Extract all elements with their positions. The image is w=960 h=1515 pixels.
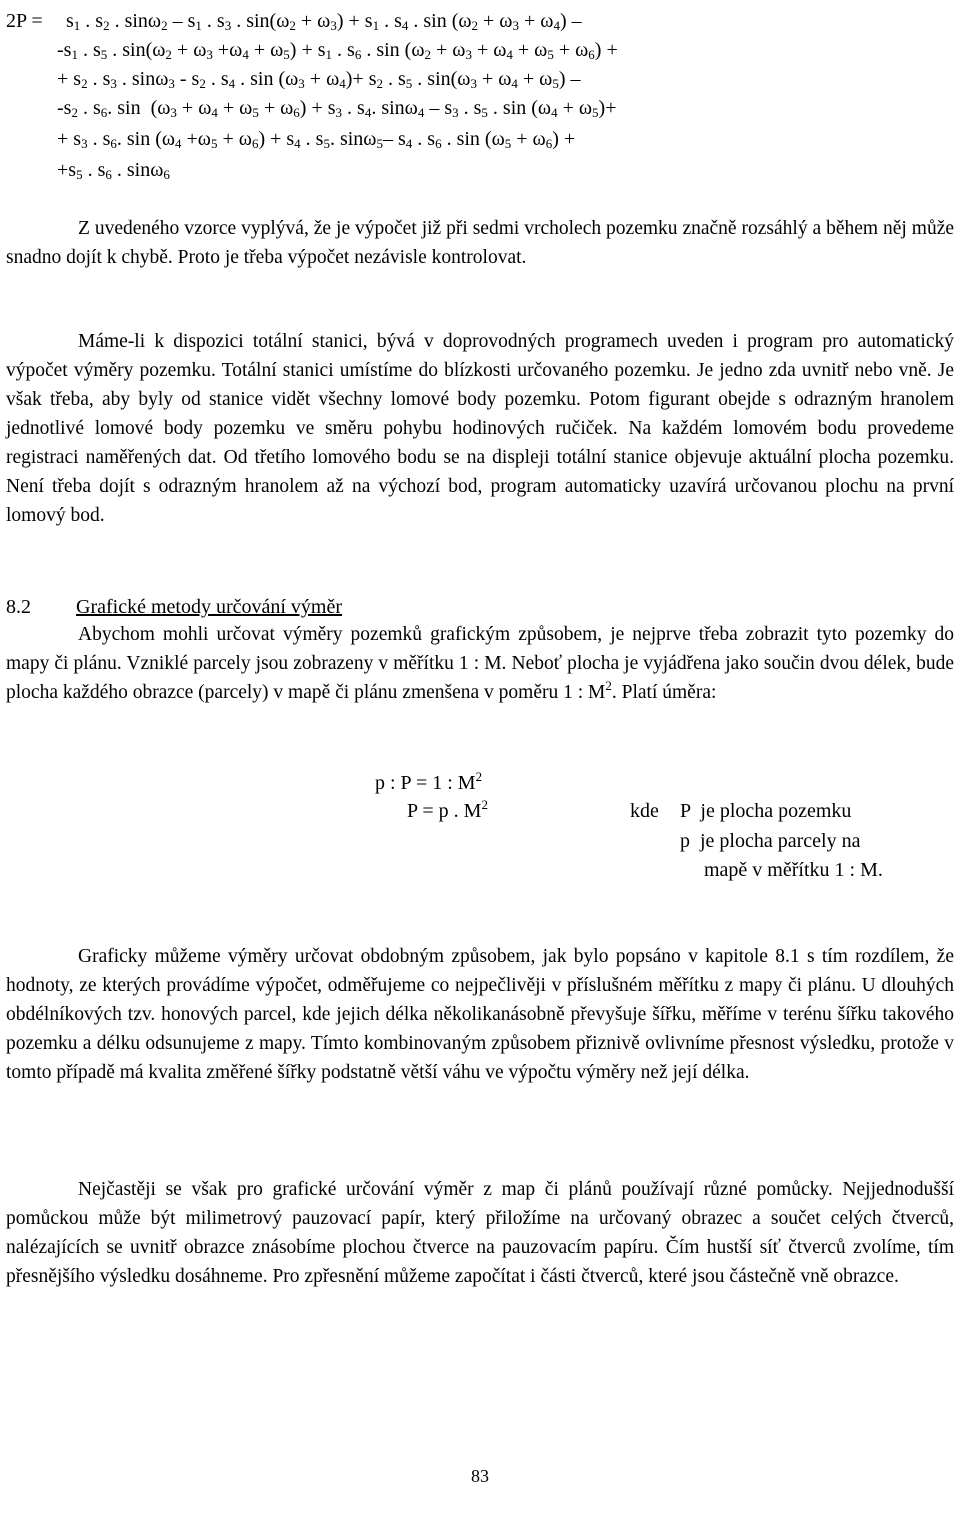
formula-ratio: p : P = 1 : $M^2$ xyxy=(375,769,483,794)
section-number: 8.2 xyxy=(6,596,31,618)
paragraph-graphic-method: Graficky můžeme výměry určovat obdobným způsobem, jak bylo popsáno v kapitole 8.1 s tím rozdílem, že hodnoty, ze kterých provádíme výpočet, odměřujeme co nejpečlivěji v příslušném měřítku z mapy či plánu. U dlouhých obdélníkových tzv. honových parcel, kde jejich délka několikanásobně převyšuje šířku, měříme v terénu šířku takového pozemku a délku odsunujeme z mapy. Tímto kombinovaným způsobem přiznivě ovlivníme přesnost výsledku, protože v tomto případě má kvalita změřené šířky podstatně větší váhu ve výpočtu výměry než její délka. xyxy=(6,946,954,1083)
equation-line-5: + $s_3$ . $s_6$. $\sin (\omega_4 +\omega_5 + \omega_6) + s_4$ . $s_5$. sinω$_5$– $s_4$ . $s_6$ . $\sin (\omega_5 + \omega_6)$ + xyxy=(57,128,576,151)
formula-def-small-p-cont: mapě v měřítku 1 : M. xyxy=(704,859,883,881)
equation-line-2: $-s_1$ . $s_5$ . $\sin(\omega_2 + \omega_3 +\omega_4 + \omega_5) + s_1$ . $s_6$ . $\sin (\omega_2 + \omega_3 + \omega_4 + \omega_5 + \omega_6)$ + xyxy=(57,39,618,62)
page-number: 83 xyxy=(471,1466,489,1486)
paragraph-total-station: Máme-li k dispozici totální stanici, bývá v doprovodných programech uveden i program pro automatický výpočet výměry pozemku. Totální stanici umístíme do blízkosti určovaného pozemku. Je jedno zda uvnitř nebo vně. Je však třeba, aby byly od stanice vidět všechny lomové body pozemku. Potom figurant obejde s odrazným hranolem jednotlivé lomové body pozemku ve směru pohybu hodinových ručiček. Na každém lomovém bodu provedeme registraci naměřených dat. Od třetího lomového bodu se na displeji totální stanice objevuje aktuální plocha pozemku. Není třeba dojít s odrazným hranolem až na výchozí bod, program automaticky uzavírá určovanou plochu na první lomový bod. xyxy=(6,331,954,526)
equation-line-4: $-s_2$ . $s_6$. $\sin (\omega_3 + \omega_4 + \omega_5 + \omega_6) + s_3$ . $s_4$. $\sin\omega_4 - s_3$ . $s_5$ . $\sin (\omega_4 + \omega_5)+$ xyxy=(57,97,617,120)
equation-lhs: 2P = xyxy=(6,10,43,32)
formula-def-small-p: p je plocha parcely na xyxy=(680,830,861,852)
section-heading xyxy=(6,594,342,620)
formula-where-label: kde xyxy=(630,800,659,822)
paragraph-evaluation: Z uvedeného vzorce vyplývá, že je výpočet již při sedmi vrcholech pozemku značně rozsáhlý a během něj může snadno dojít k chybě. Proto je třeba výpočet nezávisle kontrolovat. xyxy=(6,218,954,268)
equation-line-6: $+s_5$ . $s_6$ . sinω$_6$ xyxy=(57,159,170,182)
formula-def-big-p: P je plocha pozemku xyxy=(680,800,852,822)
equation-line-3: + $s_2$ . $s_3$ . $\sin\omega_3 - s_2$ . $s_4$ . $\sin (\omega_3 + \omega_4)+ s_2$ . $s_5$ . $\sin(\omega_3 + \omega_4 + \omega_5)$ – xyxy=(57,68,581,91)
paragraph-tools: Nejčastěji se však pro grafické určování výměr z map či plánů používají různé pomůcky. Nejjednodušší pomůckou může být milimetrový pauzovací papír, který přiložíme na určovaný obrazec a součet celých čtverců, nalézajících se uvnitř obrazce znásobíme plochou čtverce na pauzovacím papíru. Čím hustší síť čtverců zvolíme, tím přesnějšího výsledku dosáhneme. Pro zpřesnění můžeme započítat i části čtverců, které jsou částečně vně obrazce. xyxy=(6,1179,954,1287)
equation-line-1: $s_1$ . $s_2$ . $\sin\omega_2 - s_1$ . $s_3$ . $\sin(\omega_2 + \omega_3) + s_1$ . $s_4$ . $\sin (\omega_2 + \omega_3 + \omega_4)$ – xyxy=(66,10,582,33)
section-title: Grafické metody určování výměr xyxy=(76,596,343,618)
formula-result: P = p . $M^2$ xyxy=(407,797,488,822)
section-intro: Abychom mohli určovat výměry pozemků grafickým způsobem, je nejprve třeba zobrazit tyto pozemky do mapy či plánu. Vzniklé parcely jsou zobrazeny v měřítku 1 : M. Neboť plocha je vyjádřena jako součin dvou délek, bude plocha každého obrazce (parcely) v mapě či plánu zmenšena v poměru 1 : $M^2$. Platí úměra: xyxy=(6,624,954,703)
